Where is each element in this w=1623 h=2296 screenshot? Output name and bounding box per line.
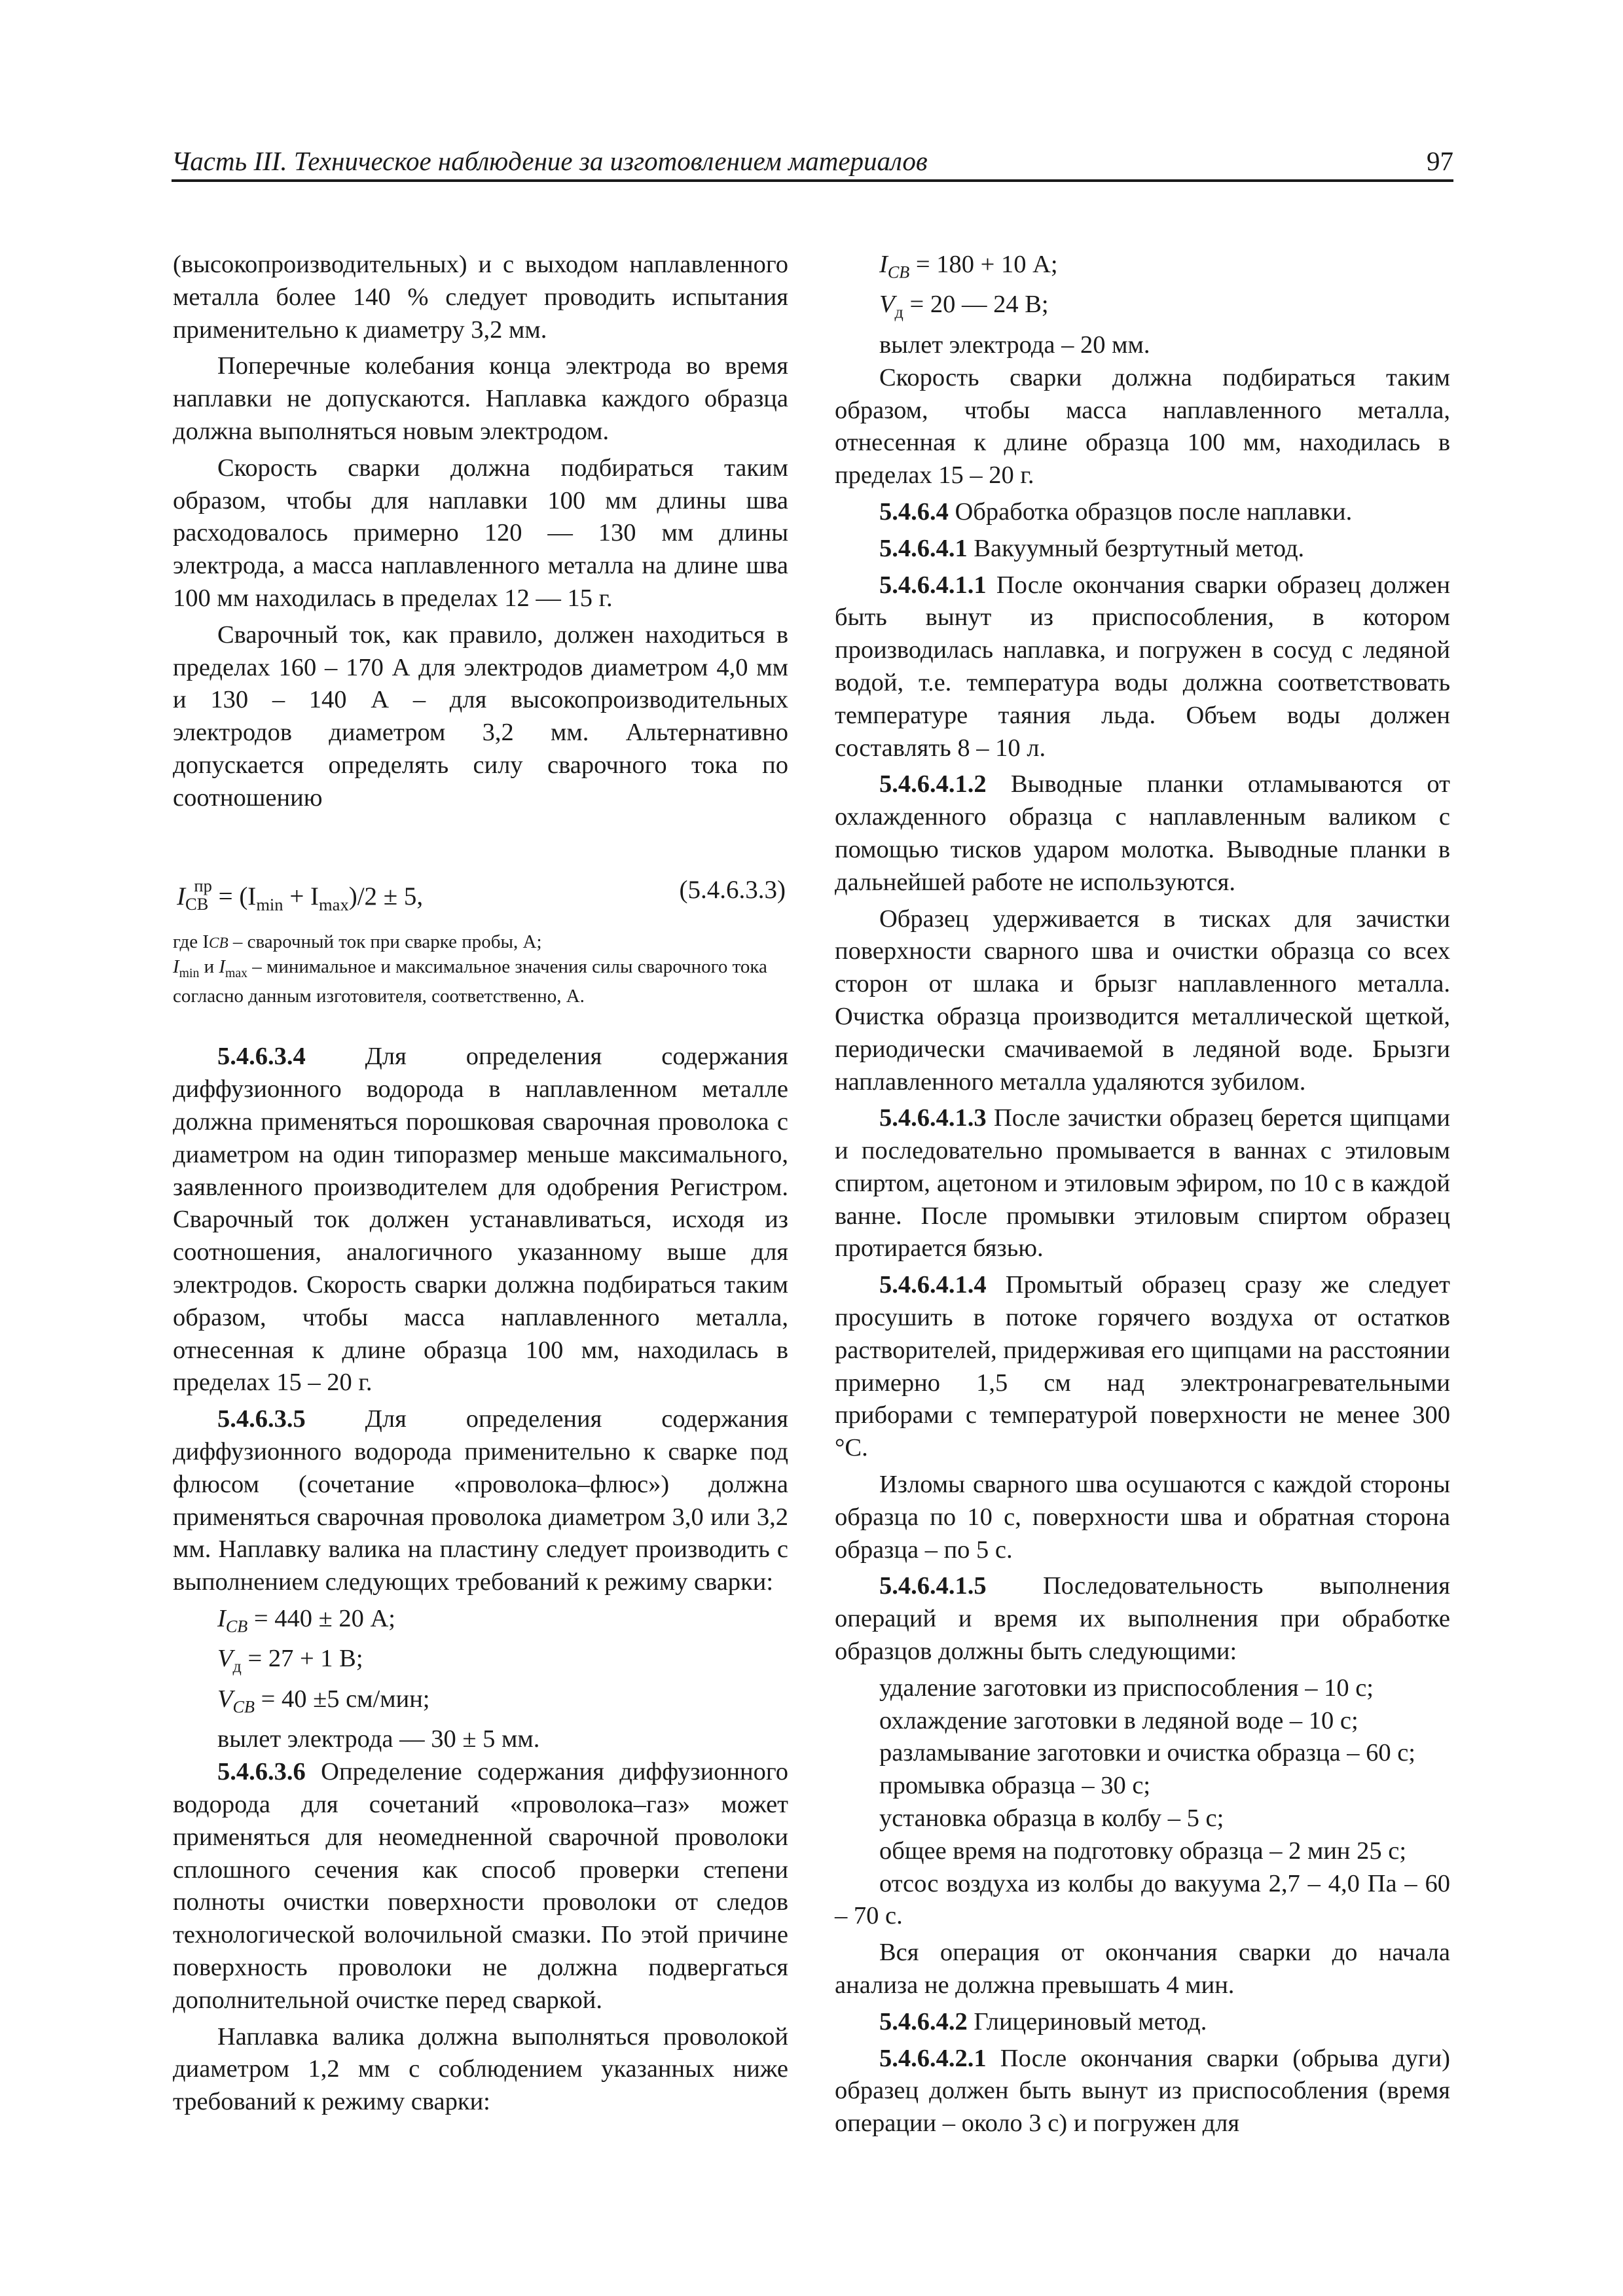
right-column: [835, 249, 1450, 2144]
page-number: 97: [1427, 146, 1453, 176]
list-item: общее время на подготовку образца – 2 мин 25 с;: [879, 1837, 1407, 1865]
list-item: разламывание заготовки и очистка образца – 60 с;: [879, 1739, 1415, 1767]
formula-expression: $I_{СВ}^{пр} = (I_{min} + I_{max})/2 \pm 5$,: [177, 875, 424, 914]
list-item: отсос воздуха из колбы до вакуума 2,7 – 4,0 Па – 60 – 70 с.: [835, 1869, 1450, 1930]
legend-line: $I_{min}$ и $I_{max}$ – минимальное и максимальное значения силы сварочного тока согласно данным изготовителя, соответственно, А.: [173, 956, 767, 1007]
section-5-4-6-4-2-1: 5.4.6.4.2.1 После окончания сварки (обрыва дуги) образец должен быть вынут из приспособления (время операции – около 3 с) и погружен для: [835, 2044, 1450, 2138]
list-item: установка образца в колбу – 5 с;: [879, 1804, 1224, 1833]
legend-line: где IСВ – сварочный ток при сварке пробы, А;: [173, 931, 542, 952]
section-5-4-6-3-6: 5.4.6.3.6 Определение содержания диффузионного водорода для сочетаний «проволока–газ» может применяться для неомедненной сварочной проволоки сплошного сечения как способ проверки степени полноты очистки поверхности проволоки от следов технологической волочильной смазки. По этой причине поверхность проволоки не должна подвергаться дополнительной очистке перед сваркой.: [173, 1758, 788, 2014]
paragraph: Наплавка валика должна выполняться проволокой диаметром 1,2 мм с соблюдением указанных ниже требований к режиму сварки:: [173, 2022, 788, 2116]
paragraph: Поперечные колебания конца электрода во время наплавки не допускаются. Наплавка каждого образца должна выполняться новым электродом.: [173, 352, 788, 445]
list-item: промывка образца – 30 с;: [879, 1772, 1151, 1800]
paragraph: Образец удерживается в тисках для зачистки поверхности сварного шва и очистки образца со всех сторон от шлака и брызг наплавленного металла. Очистка образца производится металлической щеткой, периодически смачиваемой в ледяной воде. Брызги наплавленного металла удаляются зубилом.: [835, 905, 1450, 1096]
section-5-4-6-4-1-2: 5.4.6.4.1.2 Выводные планки отламываются от охлажденного образца с наплавленным валиком с помощью тисков ударом молотка. Выводные планки в дальнейшей работе не используются.: [835, 770, 1450, 896]
mode-voltage: $V_д = 20$ — 24 В;: [879, 291, 1049, 323]
formula-number: (5.4.6.3.3): [679, 875, 786, 904]
left-column: [173, 249, 788, 2123]
paragraph: Скорость сварки должна подбираться таким образом, чтобы масса наплавленного металла, отнесенная к длине образца 100 мм, находилась в пределах 15 – 20 г.: [835, 363, 1450, 490]
formula-legend: [173, 930, 788, 1009]
running-title: Часть III. Техническое наблюдение за изготовлением материалов: [172, 146, 928, 176]
mode-voltage: $V_д = 27 + 1$ В;: [217, 1645, 363, 1677]
section-5-4-6-4-1-5: 5.4.6.4.1.5 Последовательность выполнения операций и время их выполнения при обработке образцов должны быть следующими:: [835, 1572, 1450, 1666]
section-5-4-6-4: 5.4.6.4 Обработка образцов после наплавки.: [879, 497, 1353, 526]
mode-current: $I_{СВ} = 180 + 10$ А;: [879, 251, 1058, 282]
section-5-4-6-4-1-1: 5.4.6.4.1.1 После окончания сварки образец должен быть вынут из приспособления, в котором производилась наплавка, и погружен в сосуд с ледяной водой, т.е. температура воды должна соответствовать температуре таяния льда. Объем воды должен составлять 8 – 10 л.: [835, 571, 1450, 762]
mode-stickout: вылет электрода – 20 мм.: [879, 331, 1150, 359]
paragraph: Сварочный ток, как правило, должен находиться в пределах 160 – 170 А для электродов диаметром 4,0 мм и 130 – 140 А – для высокопроизводительных электродов диаметром 3,2 мм. Альтернативно допускается определять силу сварочного тока по соотношению: [173, 620, 788, 812]
list-item: удаление заготовки из приспособления – 10 с;: [879, 1674, 1374, 1702]
list-item: охлаждение заготовки в ледяной воде – 10 с;: [879, 1706, 1359, 1734]
paragraph: Скорость сварки должна подбираться таким образом, чтобы для наплавки 100 мм длины шва расходовалось примерно 120 — 130 мм длины электрода, а масса наплавленного металла на длине шва 100 мм находилась в пределах 12 — 15 г.: [173, 454, 788, 612]
section-5-4-6-4-1-3: 5.4.6.4.1.3 После зачистки образец берется щипцами и последовательно промывается в ваннах с этиловым спиртом, ацетоном и этиловым эфиром, по 10 с в каждой ванне. После промывки этиловым спиртом образец протирается бязью.: [835, 1104, 1450, 1263]
section-5-4-6-3-5: 5.4.6.3.5 Для определения содержания диффузионного водорода применительно к сварке под флюсом (сочетание «проволока–флюс») должна применяться сварочная проволока диаметром 3,0 или 3,2 мм. Наплавку валика на пластину следует производить с выполнением следующих требований к режиму сварки:: [173, 1405, 788, 1596]
formula-5-4-6-3-3: [173, 874, 788, 913]
paragraph: Вся операция от окончания сварки до начала анализа не должна превышать 4 мин.: [835, 1939, 1450, 2000]
mode-speed: $V_{СВ} = 40 \pm 5$ см/мин;: [217, 1685, 430, 1717]
section-5-4-6-3-4: 5.4.6.3.4 Для определения содержания диффузионного водорода в наплавленном металле должна применяться порошковая сварочная проволока с диаметром на один типоразмер меньше максимального, заявленного производителем для одобрения Регистром. Сварочный ток должен устанавливаться, исходя из соотношения, аналогичного указанному выше для электродов. Скорость сварки должна подбираться таким образом, чтобы масса наплавленного металла, отнесенная к длине образца 100 мм, находилась в пределах 15 – 20 г.: [173, 1043, 788, 1397]
section-5-4-6-4-1: 5.4.6.4.1 Вакуумный безртутный метод.: [879, 534, 1305, 562]
section-5-4-6-4-2: 5.4.6.4.2 Глицериновый метод.: [879, 2007, 1207, 2036]
mode-stickout: вылет электрода — 30 ± 5 мм.: [217, 1725, 540, 1753]
running-header: [172, 143, 1453, 182]
mode-current: $I_{СВ} = 440 \pm 20$ А;: [217, 1604, 395, 1636]
paragraph: Изломы сварного шва осушаются с каждой стороны образца по 10 с, поверхности шва и обратная сторона образца – по 5 с.: [835, 1471, 1450, 1564]
paragraph: (высокопроизводительных) и с выходом наплавленного металла более 140 % следует проводить испытания применительно к диаметру 3,2 мм.: [173, 251, 788, 344]
section-5-4-6-4-1-4: 5.4.6.4.1.4 Промытый образец сразу же следует просушить в потоке горячего воздуха от остатков растворителей, придерживая его щипцами на расстоянии примерно 1,5 см над электронагревательными приборами с температурой поверхности не менее 300 °С.: [835, 1271, 1450, 1462]
